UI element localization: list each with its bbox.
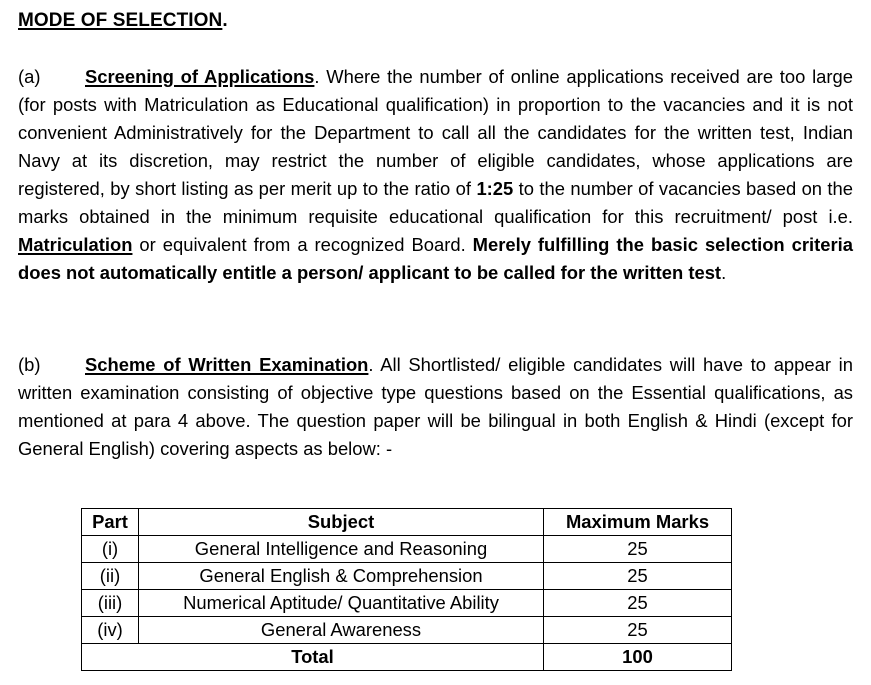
paragraph-a-tail: . <box>721 262 727 283</box>
paragraph-a-body-3: or equivalent from a recognized Board. <box>132 234 473 255</box>
cell-part: (ii) <box>82 563 139 590</box>
cell-subject: Numerical Aptitude/ Quantitative Ability <box>139 590 544 617</box>
written-exam-scheme-table <box>81 508 732 671</box>
column-header-subject: Subject <box>139 509 544 536</box>
page-title-underlined: MODE OF SELECTION <box>18 10 223 31</box>
paragraph-b <box>18 351 853 463</box>
paragraph-a-emphasis: Merely fulfilling the basic selection criteria does not automatically entitle a person/ applicant to be called for the written test <box>18 234 853 283</box>
table-header-row <box>82 509 732 536</box>
cell-marks: 25 <box>544 536 732 563</box>
paragraph-a <box>18 63 853 287</box>
paragraph-a-qualification: Matriculation <box>18 234 133 255</box>
paragraph-a-label: (a) <box>18 66 41 87</box>
column-header-part: Part <box>82 509 139 536</box>
cell-total-label: Total <box>82 644 544 671</box>
cell-part: (iii) <box>82 590 139 617</box>
cell-subject: General Intelligence and Reasoning <box>139 536 544 563</box>
paragraph-a-title: Screening of Applications <box>85 66 315 87</box>
page-title-period: . <box>222 10 228 31</box>
table-row <box>82 536 732 563</box>
cell-marks: 25 <box>544 617 732 644</box>
paragraph-b-title: Scheme of Written Examination <box>85 354 369 375</box>
paragraph-a-ratio: 1:25 <box>476 178 514 199</box>
cell-marks: 25 <box>544 590 732 617</box>
paragraph-a-body-2: to the number of vacancies based on the marks obtained in the minimum requisite educational qualification for this recruitment/ post i.e. <box>18 178 853 227</box>
paragraph-b-body: . All Shortlisted/ eligible candidates will have to appear in written examination consisting of objective type questions based on the Essential qualifications, as mentioned at para 4 above. The question paper will be bilingual in both English & Hindi (except for General English) covering aspects as below: - <box>18 354 853 459</box>
page-title <box>18 9 228 33</box>
cell-part: (i) <box>82 536 139 563</box>
column-header-maximum-marks: Maximum Marks <box>544 509 732 536</box>
table-total-row <box>82 644 732 671</box>
table-row <box>82 590 732 617</box>
paragraph-a-body-1: . Where the number of online applications received are too large (for posts with Matriculation as Educational qualification) in proportion to the vacancies and it is not convenient Administratively for the Department to call all the candidates for the written test, Indian Navy at its discretion, may restrict the number of eligible candidates, whose applications are registered, by short listing as per merit up to the ratio of <box>18 66 853 199</box>
cell-marks: 25 <box>544 563 732 590</box>
cell-subject: General Awareness <box>139 617 544 644</box>
table-row <box>82 617 732 644</box>
paragraph-b-label: (b) <box>18 354 41 375</box>
cell-subject: General English & Comprehension <box>139 563 544 590</box>
table-row <box>82 563 732 590</box>
cell-total-marks: 100 <box>544 644 732 671</box>
cell-part: (iv) <box>82 617 139 644</box>
